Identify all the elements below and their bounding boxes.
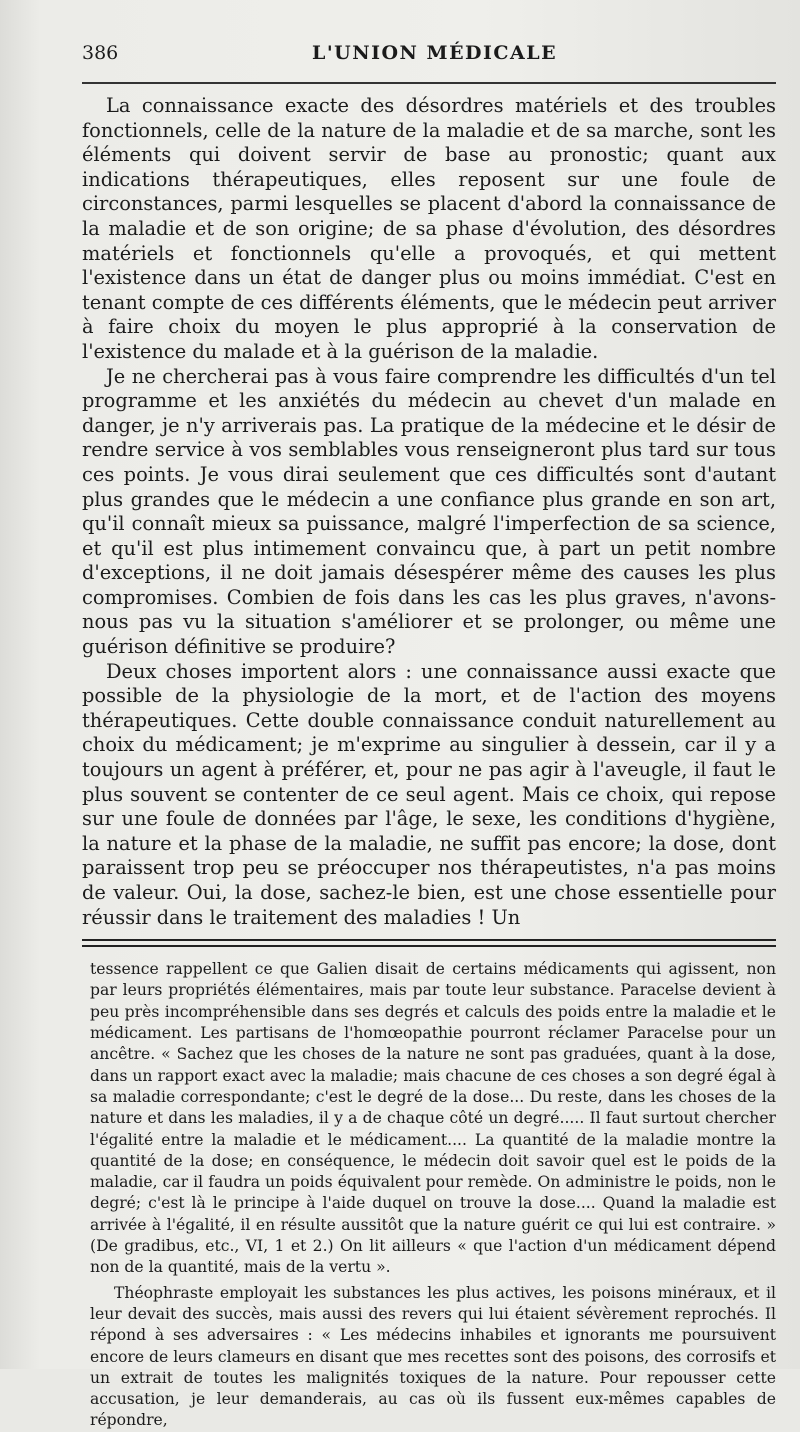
footnote-paragraph-1: tessence rappellent ce que Galien disait de certains médicaments qui agissent, non par leurs propriétés élémentaires, mais par toute leur substance. Paracelse devient à peu près incompréhensible dans ses degrés et calculs des poids entre la maladie et le médicament. Les partisans de l'homœopathie pourront réclamer Paracelse pour un ancêtre. « Sachez que les choses de la nature ne sont pas graduées, quant à la dose, dans un rapport exact avec la maladie; mais chacune de ces choses a son degré égal à sa maladie correspondante; c'est le degré de la dose... Du reste, dans les choses de la nature et dans les maladies, il y a de chaque côté un degré..... Il faut surtout chercher l'égalité entre la maladie et le médicament.... La quantité de la maladie montre la quantité de la dose; en conséquence, le médecin doit savoir quel est le poids de la maladie, car il faudra un poids équivalent pour remède. On administre le poids, non le degré; c'est là le principe à l'aide duquel on trouve la dose.... Quand la maladie est arrivée à l'égalité, il en résulte aussitôt que la nature guérit ce qui lui est contraire. » (De gradibus, etc., VI, 1 et 2.) On lit ailleurs « que l'action d'un médicament dépend non de la quantité, mais de la vertu ».: [90, 960, 776, 1277]
footnote-paragraph-2: Théophraste employait les substances les plus actives, les poisons minéraux, et il leur devait des succès, mais aussi des revers qui lui étaient sévèrement reprochés. Il répond à ses adversaires : « Les médecins inhabiles et ignorants me poursuivent encore de leurs clameurs en disant que mes recettes sont des poisons, des corrosifs et un extrait de toutes les malignités toxiques de la nature. Pour repousser cette accusation, je leur demanderais, au cas où ils fussent eux-mêmes capables de répondre,: [90, 1283, 777, 1430]
header-rule: [82, 82, 776, 84]
footnote-separator: [82, 939, 776, 947]
running-title: L'UNION MÉDICALE: [312, 42, 558, 64]
main-text: [82, 94, 776, 930]
footnotes: [82, 959, 776, 1432]
body-paragraph-2: Je ne chercherai pas à vous faire comprendre les difficultés d'un tel programme et les anxiétés du médecin au chevet d'un malade en danger, je n'y arriverais pas. La pratique de la médecine et le désir de rendre service à vos semblables vous renseigneront plus tard sur tous ces points. Je vous dirai seulement que ces difficultés sont d'autant plus grandes que le médecin a une confiance plus grande en son art, qu'il connaît mieux sa puissance, malgré l'imperfection de sa science, et qu'il est plus intimement convaincu que, à part un petit nombre d'exceptions, il ne doit jamais désespérer même des causes les plus compromises. Combien de fois dans les cas les plus graves, n'avons-nous pas vu la situation s'améliorer et se prolonger, ou même une guérison définitive se produire?: [82, 364, 776, 659]
page-header: [82, 42, 776, 78]
body-paragraph-3: Deux choses importent alors : une connaissance aussi exacte que possible de la physiologie de la mort, et de l'action des moyens thérapeutiques. Cette double connaissance conduit naturellement au choix du médicament; je m'exprime au singulier à dessein, car il y a toujours un agent à préférer, et, pour ne pas agir à l'aveugle, il faut le plus souvent se contenter de ce seul agent. Mais ce choix, qui repose sur une foule de données par l'âge, le sexe, les conditions d'hygiène, la nature et la phase de la maladie, ne suffit pas encore; la dose, dont paraissent trop peu se préoccuper nos thérapeutistes, n'a pas moins de valeur. Oui, la dose, sachez-le bien, est une chose essentielle pour réussir dans le traitement des maladies ! Un: [82, 659, 776, 929]
body-paragraph-1: La connaissance exacte des désordres matériels et des troubles fonctionnels, celle de la nature de la maladie et de sa marche, sont les éléments qui doivent servir de base au pronostic; quant aux indications thérapeutiques, elles reposent sur une foule de circonstances, parmi lesquelles se placent d'abord la connaissance de la maladie et de son origine; de sa phase d'évolution, des désordres matériels et fonctionnels qu'elle a provoqués, et qui mettent l'existence dans un état de danger plus ou moins immédiat. C'est en tenant compte de ces différents éléments, que le médecin peut arriver à faire choix du moyen le plus approprié à la conservation de l'existence du malade et à la guérison de la maladie.: [82, 94, 776, 363]
page-number: 386: [82, 42, 119, 64]
